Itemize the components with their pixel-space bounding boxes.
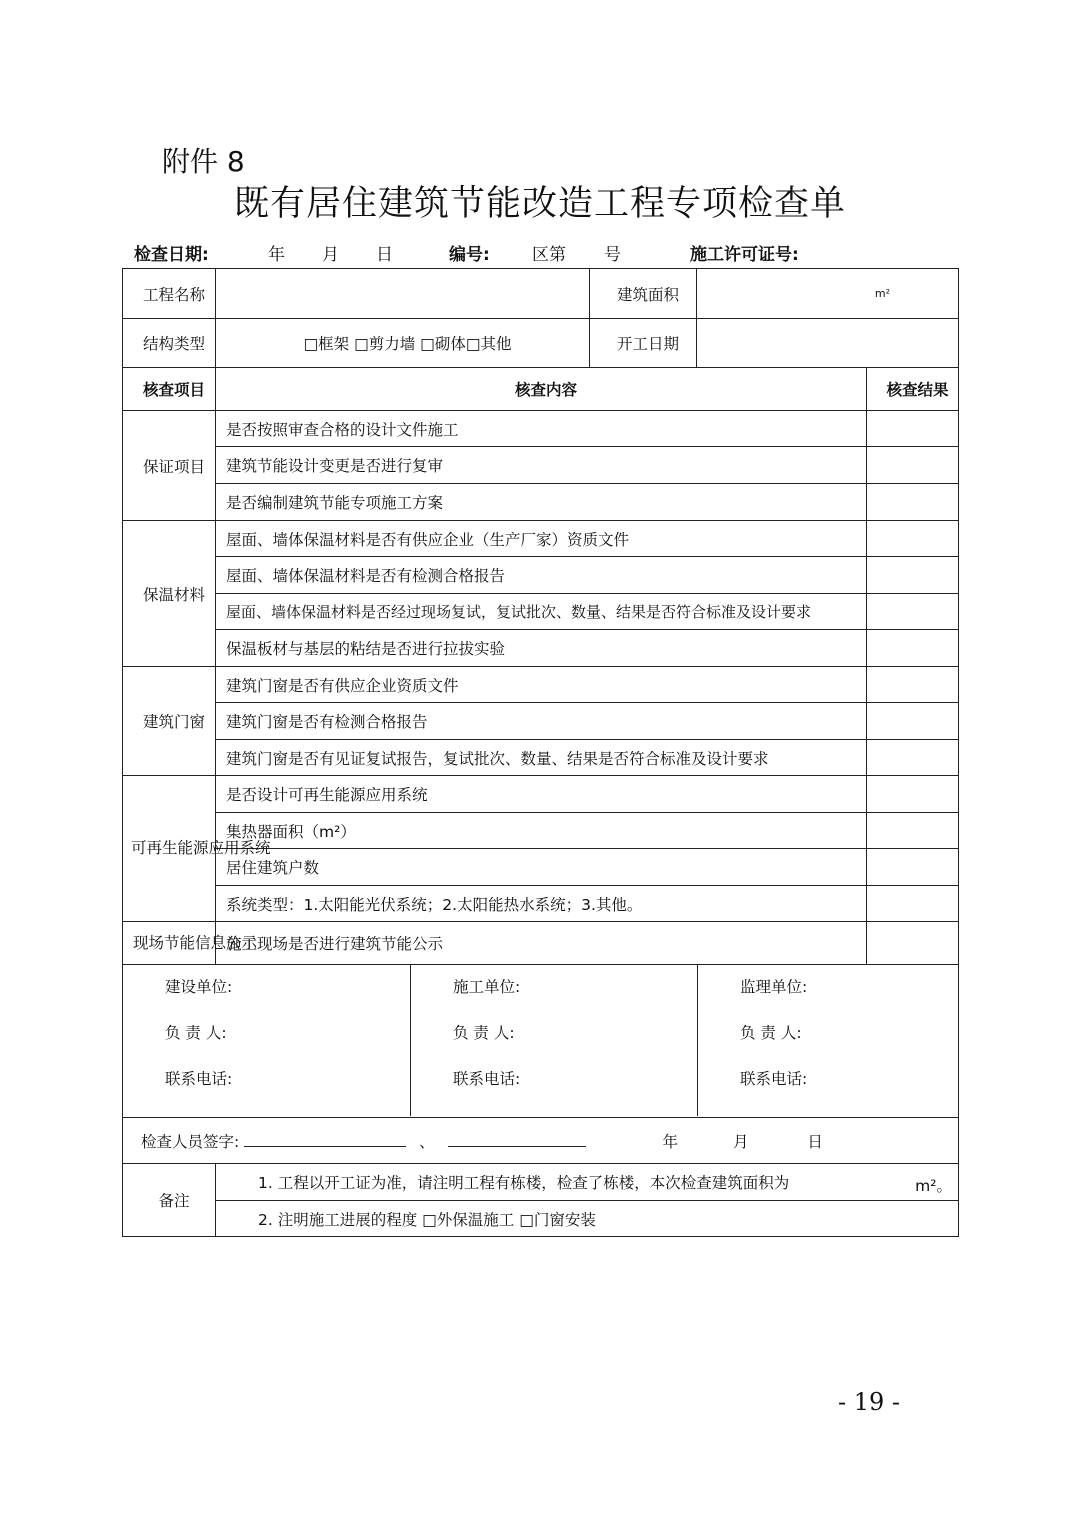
result-cell[interactable]	[867, 447, 959, 484]
column-header-row	[123, 368, 959, 411]
table-row	[123, 594, 959, 630]
result-cell[interactable]	[867, 740, 959, 776]
check-content: 是否按照审查合格的设计文件施工	[216, 411, 867, 447]
party-unit-label: 建设单位:	[165, 978, 233, 996]
party-phone-label: 联系电话:	[453, 1070, 521, 1088]
signature-line-1[interactable]	[244, 1132, 406, 1147]
start-date-field[interactable]	[697, 319, 959, 368]
result-cell[interactable]	[867, 667, 959, 703]
remarks-row	[123, 1164, 959, 1201]
result-cell[interactable]	[867, 594, 959, 630]
info-row-project	[123, 269, 959, 319]
date-year: 年	[268, 245, 285, 265]
section-name: 可再生能源应用系统	[123, 776, 216, 922]
remarks-row	[123, 1201, 959, 1237]
check-content: 施工现场是否进行建筑节能公示	[216, 922, 867, 965]
area-field[interactable]	[697, 269, 959, 319]
result-cell[interactable]	[867, 813, 959, 849]
section-name: 保温材料	[123, 521, 216, 667]
area-unit: m²	[874, 287, 890, 300]
column-item: 核查项目	[123, 368, 216, 411]
check-content: 建筑门窗是否有供应企业资质文件	[216, 667, 867, 703]
signature-month: 月	[732, 1132, 749, 1151]
check-content: 建筑门窗是否有检测合格报告	[216, 703, 867, 740]
party-person-label: 负 责 人:	[165, 1024, 227, 1042]
date-day: 日	[376, 245, 393, 265]
permit-label: 施工许可证号:	[690, 245, 799, 265]
table-row	[123, 667, 959, 703]
party-phone-label: 联系电话:	[740, 1070, 808, 1088]
table-row	[123, 630, 959, 667]
check-content: 系统类型：1.太阳能光伏系统；2.太阳能热水系统；3.其他。	[216, 886, 867, 922]
result-cell[interactable]	[867, 411, 959, 447]
date-label: 检查日期:	[134, 245, 209, 265]
result-cell[interactable]	[867, 630, 959, 667]
signature-separator: 、	[419, 1132, 435, 1151]
table-row	[123, 484, 959, 521]
parties-row	[123, 965, 959, 1118]
signature-year: 年	[662, 1132, 679, 1151]
signature-label: 检查人员签字:	[141, 1132, 240, 1151]
info-row-structure	[123, 319, 959, 368]
remarks-label: 备注	[123, 1164, 216, 1237]
table-row	[123, 740, 959, 776]
result-cell[interactable]	[867, 922, 959, 965]
signature-row	[123, 1118, 959, 1164]
party-phone-label: 联系电话:	[165, 1070, 233, 1088]
result-cell[interactable]	[867, 703, 959, 740]
result-cell[interactable]	[867, 557, 959, 594]
check-content: 是否设计可再生能源应用系统	[216, 776, 867, 813]
check-content: 屋面、墙体保温材料是否有供应企业（生产厂家）资质文件	[216, 521, 867, 557]
attachment-label: 附件 8	[162, 145, 245, 178]
check-content: 建筑门窗是否有见证复试报告，复试批次、数量、结果是否符合标准及设计要求	[216, 740, 867, 776]
date-month: 月	[322, 245, 339, 265]
party-contractor	[411, 965, 698, 1116]
check-content: 集热器面积（m²）	[216, 813, 867, 849]
table-row	[123, 703, 959, 740]
page-number: - 19 -	[838, 1388, 901, 1416]
table-row	[123, 557, 959, 594]
area-label: 建筑面积	[590, 269, 697, 319]
party-supervisor	[698, 965, 958, 1116]
result-cell[interactable]	[867, 484, 959, 521]
party-unit-label: 施工单位:	[453, 978, 521, 996]
remarks-line-1: 1. 工程以开工证为准，请注明工程有栋楼，检查了栋楼，本次检查建筑面积为	[258, 1174, 790, 1192]
number-suffix: 号	[604, 245, 621, 265]
result-cell[interactable]	[867, 886, 959, 922]
table-row	[123, 886, 959, 922]
signature-day: 日	[807, 1132, 823, 1151]
result-cell[interactable]	[867, 849, 959, 886]
check-content: 屋面、墙体保温材料是否经过现场复试，复试批次、数量、结果是否符合标准及设计要求	[216, 594, 867, 630]
check-content: 是否编制建筑节能专项施工方案	[216, 484, 867, 521]
table-row	[123, 776, 959, 813]
signature-line-2[interactable]	[448, 1132, 586, 1147]
section-name: 建筑门窗	[123, 667, 216, 776]
check-content: 建筑节能设计变更是否进行复审	[216, 447, 867, 484]
remarks-line-1-unit: m²。	[915, 1177, 952, 1195]
check-content: 保温板材与基层的粘结是否进行拉拔实验	[216, 630, 867, 667]
table-row	[123, 922, 959, 965]
table-row	[123, 447, 959, 484]
project-name-label: 工程名称	[123, 269, 216, 319]
structure-options[interactable]: □框架 □剪力墙 □砌体□其他	[216, 319, 590, 368]
structure-label: 结构类型	[123, 319, 216, 368]
section-name: 现场节能信息公示	[123, 922, 216, 965]
table-row	[123, 521, 959, 557]
column-content: 核查内容	[216, 368, 867, 411]
check-content: 屋面、墙体保温材料是否有检测合格报告	[216, 557, 867, 594]
remarks-line-2: 2. 注明施工进展的程度 □外保温施工 □门窗安装	[216, 1201, 959, 1237]
result-cell[interactable]	[867, 521, 959, 557]
column-result: 核查结果	[867, 368, 959, 411]
party-construction	[123, 965, 411, 1116]
project-name-field[interactable]	[216, 269, 590, 319]
party-unit-label: 监理单位:	[740, 978, 808, 996]
party-person-label: 负 责 人:	[453, 1024, 515, 1042]
table-row	[123, 411, 959, 447]
party-person-label: 负 责 人:	[740, 1024, 802, 1042]
check-content: 居住建筑户数	[216, 849, 867, 886]
district-label: 区第	[532, 245, 566, 265]
number-label: 编号:	[449, 245, 490, 265]
result-cell[interactable]	[867, 776, 959, 813]
start-date-label: 开工日期	[590, 319, 697, 368]
section-name: 保证项目	[123, 411, 216, 521]
inspection-table	[122, 268, 959, 1237]
page-title: 既有居住建筑节能改造工程专项检查单	[233, 184, 846, 224]
